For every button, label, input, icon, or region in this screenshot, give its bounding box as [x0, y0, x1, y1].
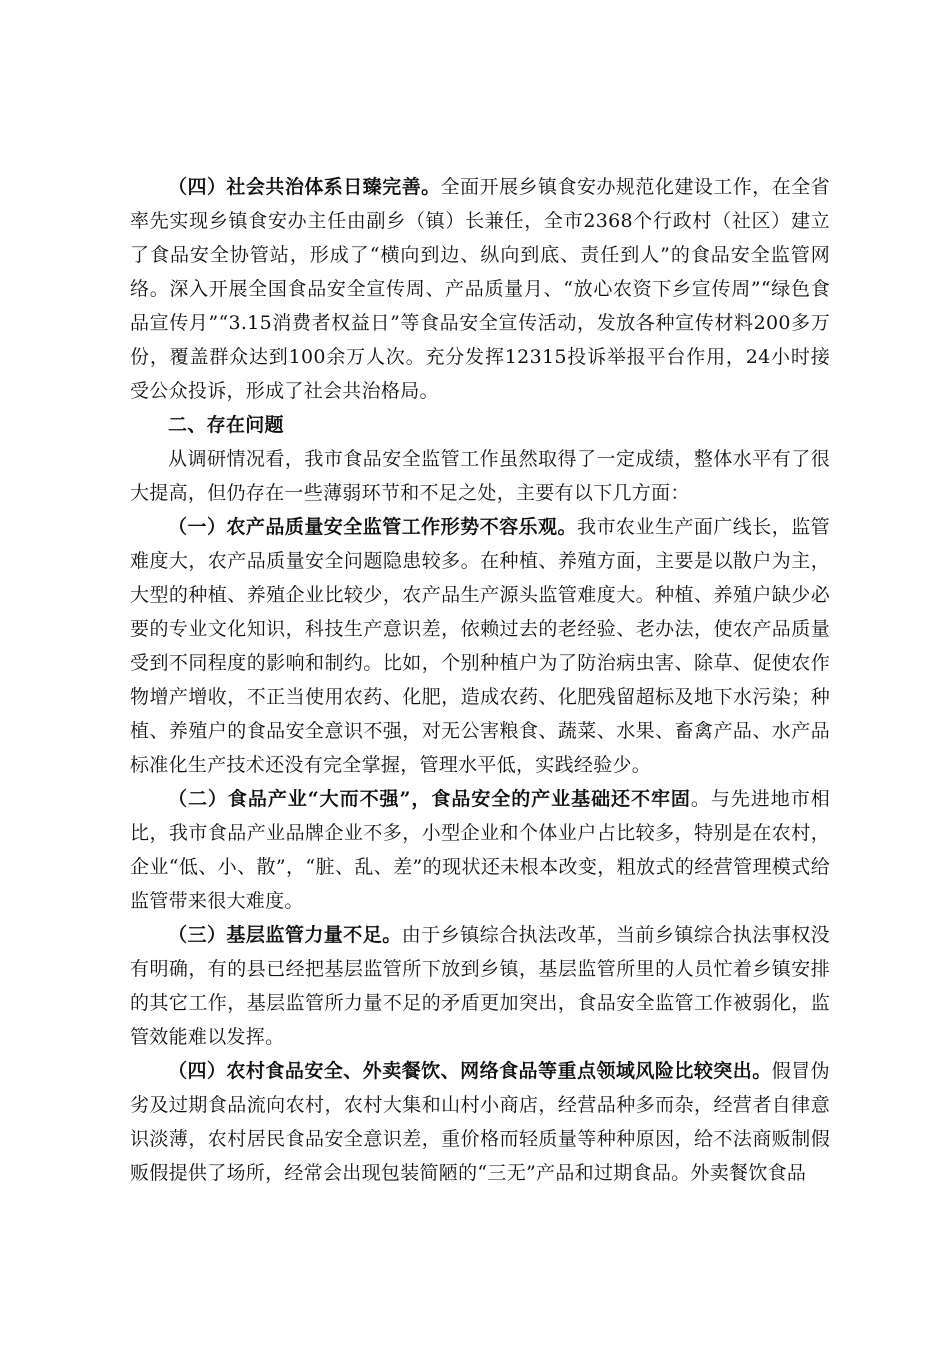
- paragraph-rural-risk: [130, 1054, 830, 1190]
- paragraph-social-governance: [130, 170, 830, 408]
- paragraph-body: 由于乡镇综合执法改革，当前乡镇综合执法事权没有明确，有的县已经把基层监管所下放到乡镇，基层监管所里的人员忙着乡镇安排的其它工作，基层监管所力量不足的矛盾更加突出，食品安全监管工作被弱化，监管效能难以发挥。: [130, 924, 830, 1048]
- paragraph-lead: （一）农产品质量安全监管工作形势不容乐观。: [168, 516, 577, 538]
- paragraph-body: 从调研情况看，我市食品安全监管工作虽然取得了一定成绩，整体水平有了很大提高，但仍存在一些薄弱环节和不足之处，主要有以下几方面：: [130, 448, 830, 504]
- paragraph-intro: [130, 442, 830, 510]
- paragraph-body: 我市农业生产面广线长，监管难度大，农产品质量安全问题隐患较多。在种植、养殖方面，主要是以散户为主，大型的种植、养殖企业比较少，农产品生产源头监管难度大。种植、养殖户缺少必要的专业文化知识，科技生产意识差，依赖过去的老经验、老办法，使农产品质量受到不同程度的影响和制约。比如，个别种植户为了防治病虫害、除草、促使农作物增产增收，不正当使用农药、化肥，造成农药、化肥残留超标及地下水污染；种植、养殖户的食品安全意识不强，对无公害粮食、蔬菜、水果、畜禽产品、水产品标准化生产技术还没有完全掌握，管理水平低，实践经验少。: [130, 516, 830, 776]
- paragraph-food-industry: [130, 782, 830, 918]
- paragraph-lead: （三）基层监管力量不足。: [168, 924, 402, 946]
- paragraph-agri-quality: [130, 510, 830, 782]
- paragraph-body: 假冒伪劣及过期食品流向农村，农村大集和山村小商店，经营品种多而杂，经营者自律意识淡薄，农村居民食品安全意识差，重价格而轻质量等种种原因，给不法商贩制假贩假提供了场所，经常会出现包装简陋的“三无”产品和过期食品。外卖餐饮食品: [130, 1060, 830, 1184]
- document-page: [130, 170, 830, 1190]
- paragraph-grassroots: [130, 918, 830, 1054]
- paragraph-body: 全面开展乡镇食安办规范化建设工作，在全省率先实现乡镇食安办主任由副乡（镇）长兼任，全市2368个行政村（社区）建立了食品安全协管站，形成了“横向到边、纵向到底、责任到人”的食品安全监管网络。深入开展全国食品安全宣传周、产品质量月、“放心农资下乡宣传周”“绿色食品宣传月”“3.15消费者权益日”等食品安全宣传活动，发放各种宣传材料200多万份，覆盖群众达到100余万人次。充分发挥12315投诉举报平台作用，24小时接受公众投诉，形成了社会共治格局。: [130, 176, 830, 402]
- paragraph-lead: （四）社会共治体系日臻完善。: [168, 176, 441, 198]
- paragraph-lead: （四）农村食品安全、外卖餐饮、网络食品等重点领域风险比较突出。: [168, 1060, 772, 1082]
- paragraph-lead: （二）食品产业“大而不强”，食品安全的产业基础还不牢固: [168, 788, 691, 810]
- paragraph-body: 。与先进地市相比，我市食品产业品牌企业不多，小型企业和个体业户占比较多，特别是在农村，企业“低、小、散”，“脏、乱、差”的现状还未根本改变，粗放式的经营管理模式给监管带来很大难度。: [130, 788, 830, 912]
- section-heading: 二、存在问题: [168, 414, 284, 436]
